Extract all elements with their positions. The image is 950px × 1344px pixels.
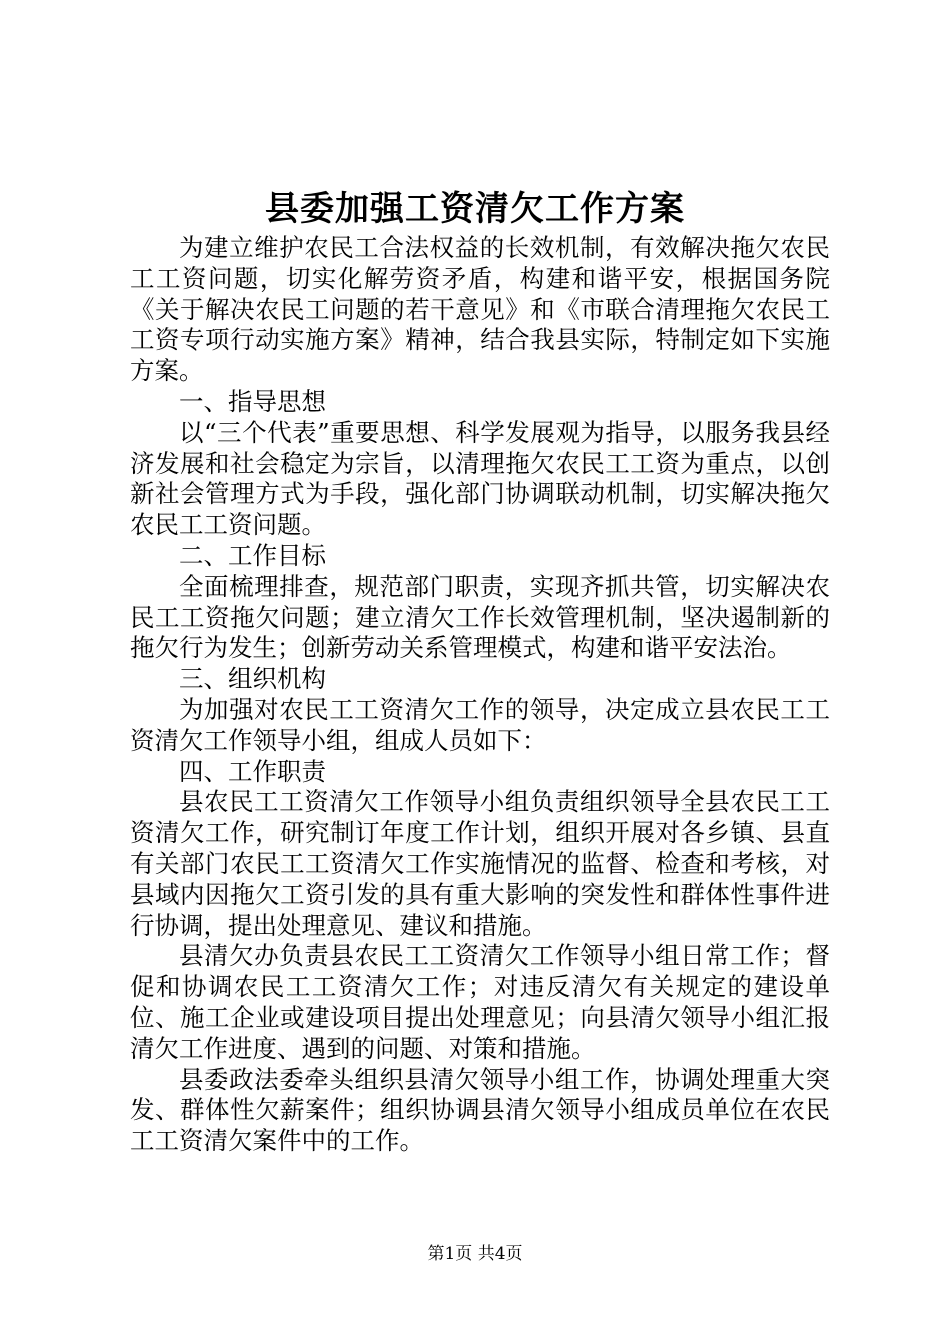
- section-heading-guiding-ideology: 一、指导思想: [179, 386, 326, 416]
- document-title: 县委加强工资清欠工作方案: [265, 189, 685, 229]
- section-heading-organization: 三、组织机构: [179, 664, 326, 694]
- section-heading-work-goals: 二、工作目标: [179, 540, 326, 570]
- responsibilities-paragraph-political-legal: 县委政法委牵头组织县清欠领导小组工作，协调处理重大突发、群体性欠薪案件；组织协调县清欠领导小组成员单位在农民工工资清欠案件中的工作。: [130, 1064, 830, 1156]
- responsibilities-paragraph-office: 县清欠办负责县农民工工资清欠工作领导小组日常工作；督促和协调农民工工资清欠工作；对违反清欠有关规定的建设单位、施工企业或建设项目提出处理意见；向县清欠领导小组汇报清欠工作进度、遇到的问题、对策和措施。: [130, 941, 830, 1063]
- section-heading-responsibilities: 四、工作职责: [179, 756, 326, 786]
- work-goals-paragraph: 全面梳理排查，规范部门职责，实现齐抓共管，切实解决农民工工资拖欠问题；建立清欠工作长效管理机制，坚决遏制新的拖欠行为发生；创新劳动关系管理模式，构建和谐平安法治。: [130, 571, 830, 663]
- organization-paragraph: 为加强对农民工工资清欠工作的领导，决定成立县农民工工资清欠工作领导小组，组成人员如下：: [130, 694, 830, 755]
- intro-paragraph: 为建立维护农民工合法权益的长效机制，有效解决拖欠农民工工资问题，切实化解劳资矛盾，构建和谐平安，根据国务院《关于解决农民工问题的若干意见》和《市联合清理拖欠农民工工资专项行动实施方案》精神，结合我县实际，特制定如下实施方案。: [130, 233, 830, 386]
- document-body: [130, 233, 830, 1157]
- page-footer: 第1页 共4页: [427, 1244, 523, 1264]
- guiding-ideology-paragraph: 以“三个代表”重要思想、科学发展观为指导，以服务我县经济发展和社会稳定为宗旨，以清理拖欠农民工工资为重点，以创新社会管理方式为手段，强化部门协调联动机制，切实解决拖欠农民工工资问题。: [130, 417, 830, 540]
- responsibilities-paragraph-leading-group: 县农民工工资清欠工作领导小组负责组织领导全县农民工工资清欠工作，研究制订年度工作计划，组织开展对各乡镇、县直有关部门农民工工资清欠工作实施情况的监督、检查和考核，对县域内因拖欠工资引发的具有重大影响的突发性和群体性事件进行协调，提出处理意见、建议和措施。: [130, 787, 830, 940]
